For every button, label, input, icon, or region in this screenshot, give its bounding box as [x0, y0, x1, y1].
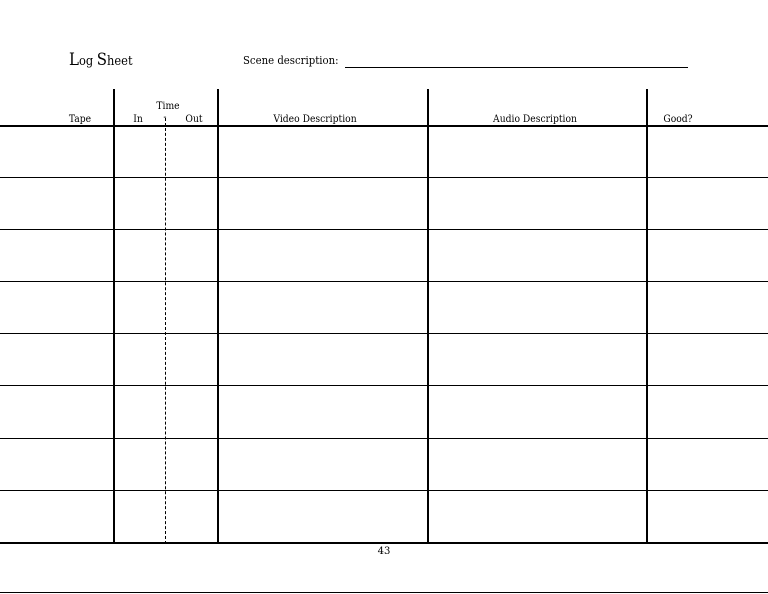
column-header-time: Time	[156, 101, 180, 112]
title-initial-s: S	[96, 50, 108, 70]
column-header-tape: Tape	[68, 114, 92, 125]
scene-description-label: Scene description:	[243, 54, 339, 67]
page-number: 43	[377, 546, 391, 557]
column-divider-time-video	[217, 89, 219, 544]
column-header-video-description: Video Description	[273, 114, 357, 125]
title-rest-heet: heet	[107, 54, 133, 69]
header-rule	[0, 125, 768, 127]
column-header-out: Out	[185, 114, 203, 125]
title-rest-og: og	[78, 54, 97, 69]
column-divider-tape-time	[113, 89, 115, 544]
column-header-time-separator: -	[163, 112, 167, 123]
row-divider	[0, 229, 768, 230]
table-bottom-rule	[0, 542, 768, 544]
column-divider-in-out	[165, 118, 166, 544]
page-bottom-rule	[0, 592, 768, 593]
column-header-audio-description: Audio Description	[493, 114, 577, 125]
row-divider	[0, 385, 768, 386]
title-initial-l: L	[69, 50, 79, 70]
column-divider-audio-good	[646, 89, 648, 544]
row-divider	[0, 177, 768, 178]
row-divider	[0, 333, 768, 334]
column-header-good: Good?	[663, 114, 693, 125]
column-header-in: In	[133, 114, 143, 125]
row-divider	[0, 490, 768, 491]
row-divider	[0, 438, 768, 439]
page-title	[69, 50, 133, 70]
row-divider	[0, 281, 768, 282]
column-divider-video-audio	[427, 89, 429, 544]
scene-description-field[interactable]	[345, 67, 688, 68]
